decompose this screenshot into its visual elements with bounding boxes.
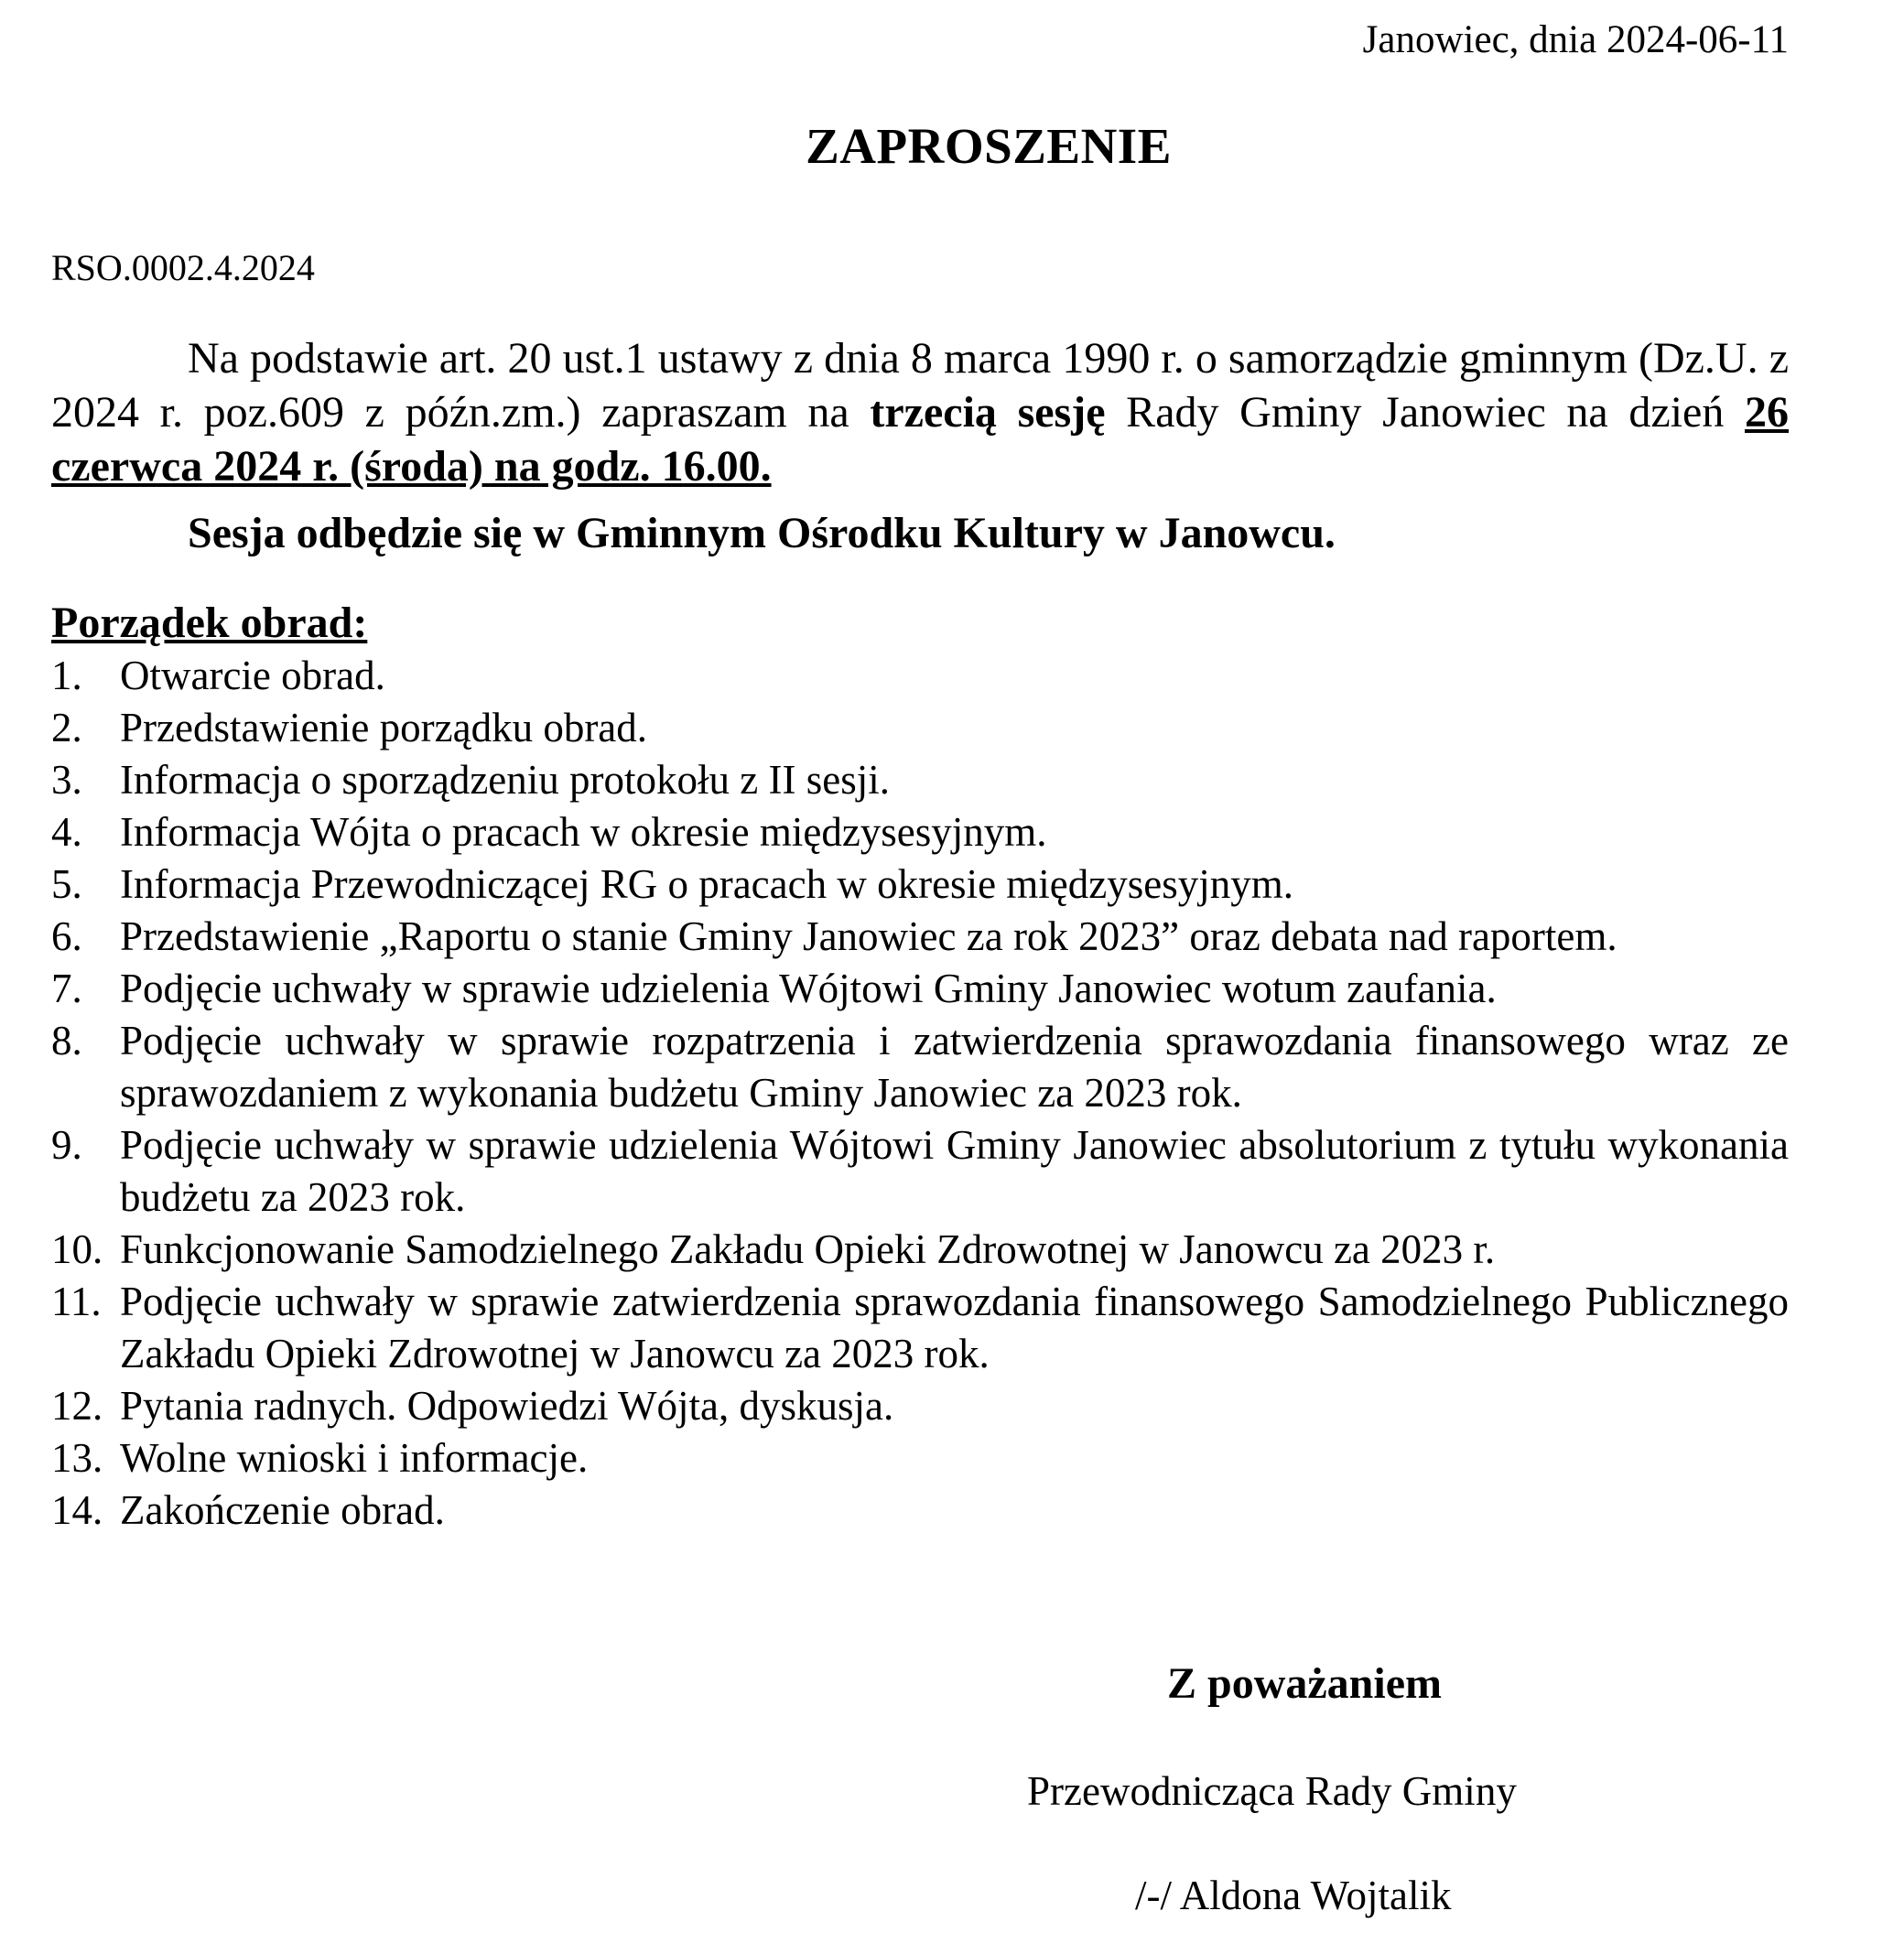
closing-salutation: Z poważaniem	[1167, 1659, 1442, 1708]
agenda-item-number: 1.	[51, 653, 82, 698]
agenda-item-number: 2.	[51, 705, 82, 750]
agenda-item	[51, 1119, 1789, 1224]
reference-number: RSO.0002.4.2024	[51, 247, 315, 288]
document-title: ZAPROSZENIE	[806, 118, 1172, 174]
agenda-item-number: 8.	[51, 1018, 82, 1063]
agenda-item	[51, 1380, 1789, 1432]
agenda-item-number: 12.	[51, 1383, 103, 1429]
agenda-item	[51, 806, 1789, 858]
agenda-item-text: Podjęcie uchwały w sprawie udzielenia Wójtowi Gminy Janowiec wotum zaufania.	[120, 966, 1497, 1011]
agenda-item-text: Przedstawienie „Raportu o stanie Gminy Janowiec za rok 2023” oraz debata nad raportem.	[120, 913, 1617, 959]
agenda-item-text: Podjęcie uchwały w sprawie rozpatrzenia i zatwierdzenia sprawozdania finansowego wraz ze sprawozdaniem z wykonania budżetu Gminy Janowiec za 2023 rok.	[120, 1018, 1789, 1116]
agenda-item-number: 7.	[51, 966, 82, 1011]
agenda-item	[51, 1015, 1789, 1119]
agenda-item	[51, 1276, 1789, 1380]
session-date-time: 26 czerwca 2024 r. (środa) na godz. 16.00.	[51, 388, 1789, 491]
agenda-item-text: Wolne wnioski i informacje.	[120, 1435, 589, 1481]
session-venue: Sesja odbędzie się w Gminnym Ośrodku Kultury w Janowcu.	[188, 509, 1336, 557]
agenda-heading: Porządek obrad:	[51, 599, 368, 647]
agenda-item-number: 14.	[51, 1487, 103, 1533]
agenda-item-text: Podjęcie uchwały w sprawie udzielenia Wójtowi Gminy Janowiec absolutorium z tytułu wykonania budżetu za 2023 rok.	[120, 1122, 1789, 1220]
agenda-item-number: 9.	[51, 1122, 82, 1168]
agenda-list	[51, 650, 1789, 1537]
agenda-item-text: Pytania radnych. Odpowiedzi Wójta, dyskusja.	[120, 1383, 894, 1429]
agenda-item-text: Podjęcie uchwały w sprawie zatwierdzenia sprawozdania finansowego Samodzielnego Publicznego Zakładu Opieki Zdrowotnej w Janowcu za 2023 rok.	[120, 1279, 1789, 1376]
agenda-item	[51, 650, 1789, 702]
agenda-item-number: 3.	[51, 757, 82, 803]
agenda-item	[51, 858, 1789, 911]
agenda-item-text: Informacja Wójta o pracach w okresie międzysesyjnym.	[120, 809, 1047, 855]
agenda-item-number: 5.	[51, 861, 82, 907]
agenda-item	[51, 754, 1789, 806]
agenda-item-number: 10.	[51, 1226, 103, 1272]
place-date: Janowiec, dnia 2024-06-11	[1362, 18, 1789, 61]
agenda-item-number: 13.	[51, 1435, 103, 1481]
agenda-item	[51, 702, 1789, 754]
agenda-item	[51, 1432, 1789, 1484]
agenda-item-text: Otwarcie obrad.	[120, 653, 385, 698]
intro-text-part2: Rady Gminy Janowiec na dzień	[1105, 388, 1745, 437]
signatory-role: Przewodnicząca Rady Gminy	[1027, 1768, 1517, 1814]
agenda-item-text: Zakończenie obrad.	[120, 1487, 445, 1533]
agenda-item	[51, 1484, 1789, 1537]
intro-text-part1: Na podstawie art. 20 ust.1 ustawy z dnia 8 marca 1990 r. o samorządzie gminnym (Dz.U. z 2024 r. poz.609 z późn.zm.) zapraszam na	[51, 334, 1789, 437]
agenda-item-text: Informacja o sporządzeniu protokołu z II sesji.	[120, 757, 890, 803]
signatory-name: /-/ Aldona Wojtalik	[1135, 1873, 1452, 1918]
agenda-item-text: Przedstawienie porządku obrad.	[120, 705, 648, 750]
intro-session-bold: trzecią sesję	[870, 388, 1106, 437]
agenda-item-text: Funkcjonowanie Samodzielnego Zakładu Opieki Zdrowotnej w Janowcu za 2023 r.	[120, 1226, 1496, 1272]
agenda-item	[51, 911, 1789, 963]
agenda-item-number: 11.	[51, 1279, 102, 1324]
agenda-item-number: 4.	[51, 809, 82, 855]
agenda-item-number: 6.	[51, 913, 82, 959]
agenda-item	[51, 1224, 1789, 1276]
agenda-item-text: Informacja Przewodniczącej RG o pracach w okresie międzysesyjnym.	[120, 861, 1293, 907]
intro-paragraph	[51, 331, 1789, 493]
agenda-item	[51, 963, 1789, 1015]
